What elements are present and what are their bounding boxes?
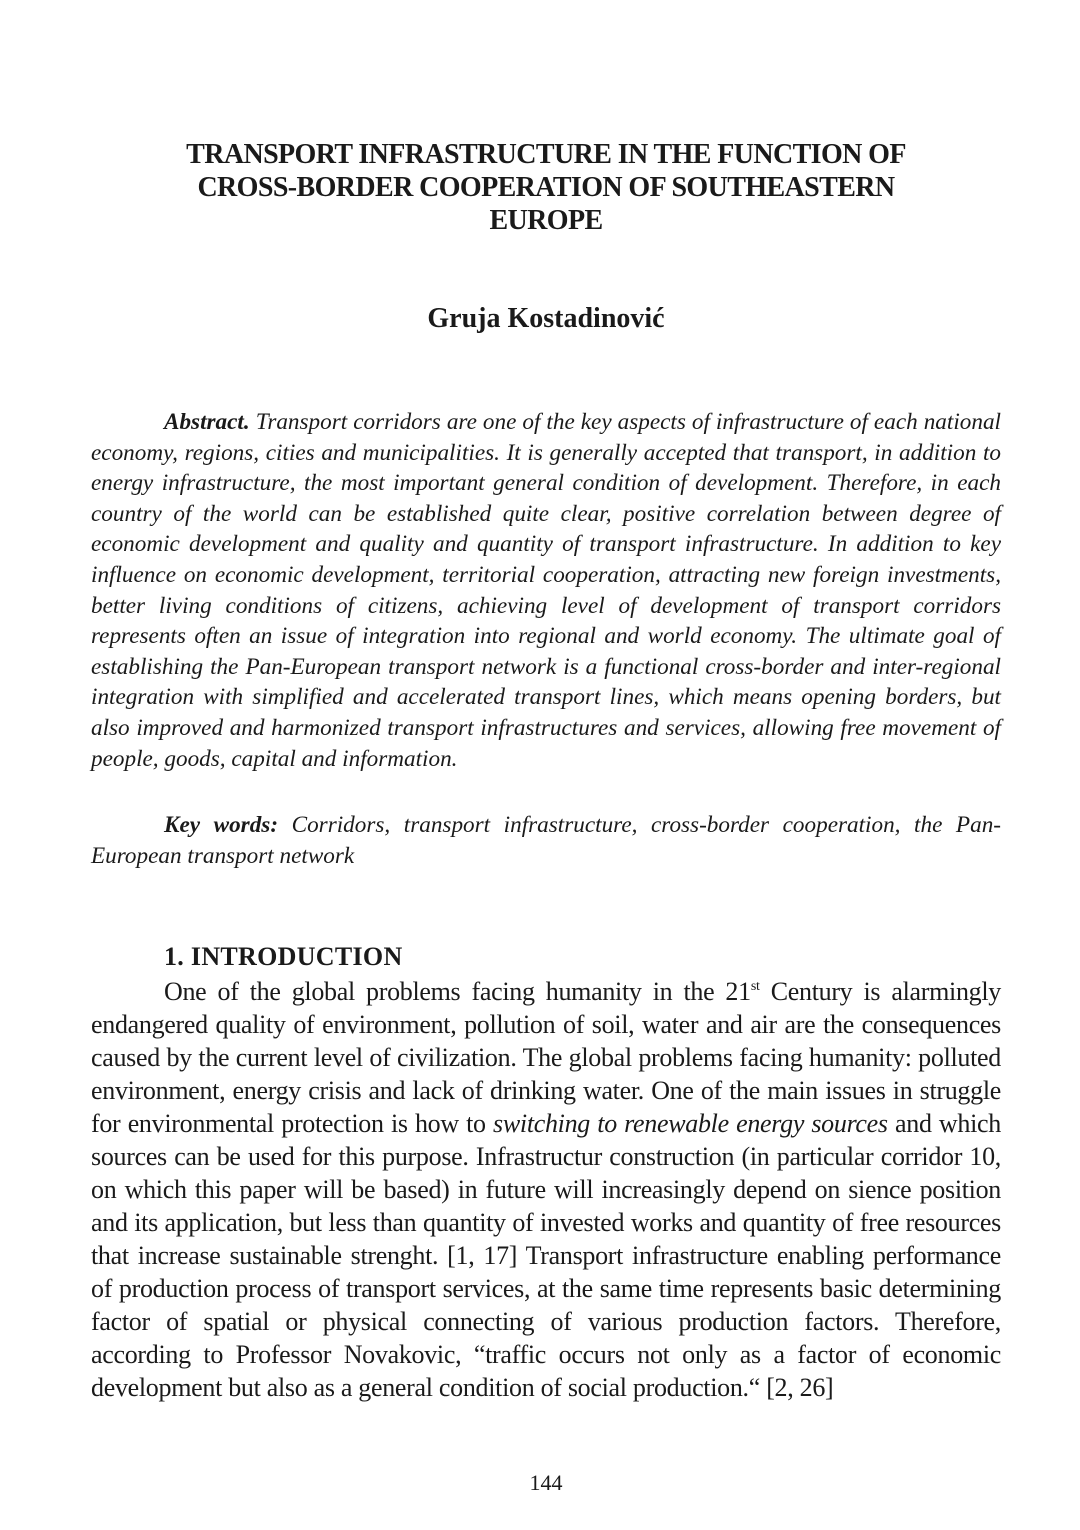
intro-text-part-1: One of the global problems facing humanity in the 21 xyxy=(164,977,751,1006)
title-line-3: EUROPE xyxy=(489,205,603,236)
page-number: 144 xyxy=(529,1470,563,1495)
keywords xyxy=(91,810,1001,871)
abstract-label: Abstract. xyxy=(164,409,250,435)
abstract xyxy=(91,407,1001,774)
author-name: Gruja Kostadinović xyxy=(427,303,665,334)
intro-emphasis: switching to renewable energy sources xyxy=(493,1109,888,1138)
section-heading-introduction: 1. INTRODUCTION xyxy=(164,942,403,971)
ordinal-superscript: st xyxy=(750,979,760,994)
title-line-2: CROSS-BORDER COOPERATION OF SOUTHEASTERN xyxy=(197,172,895,203)
paper-page xyxy=(91,0,1001,1530)
keywords-label: Key words: xyxy=(164,812,279,838)
intro-text-part-3: and which sources can be used for this purpose. Infrastructur construction (in particular corridor 10, on which this paper will be based) in future will increasingly depend on sience position and its application, but less than quantity of invested works and quantity of free resources that increase sustainable strenght. [1, 17] Transport infrastructure enabling performance of production process of transport services, at the same time represents basic determining factor of spatial or physical connecting of various production factors. Therefore, according to Professor Novakovic, “traffic occurs not only as a factor of economic development but also as a general condition of social production.“ [2, 26] xyxy=(91,1109,1001,1402)
abstract-text: Transport corridors are one of the key aspects of infrastructure of each national economy, regions, cities and municipalities. It is generally accepted that transport, in addition to energy infrastructure, the most important general condition of development. Therefore, in each country of the world can be established quite clear, positive correlation between degree of economic development and quality and quantity of transport infrastructure. In addition to key influence on economic development, territorial cooperation, attracting new foreign investments, better living conditions of citizens, achieving level of development of transport corridors represents often an issue of integration into regional and world economy. The ultimate goal of establishing the Pan-European transport network is a functional cross-border and inter-regional integration with simplified and accelerated transport lines, which means opening borders, but also improved and harmonized transport infrastructures and services, allowing free movement of people, goods, capital and information. xyxy=(91,409,1002,772)
introduction-paragraph xyxy=(91,975,1001,1404)
title-line-1: TRANSPORT INFRASTRUCTURE IN THE FUNCTION OF xyxy=(186,139,906,170)
intro-text-part-2: Century is alarmingly endangered quality of environment, pollution of soil, water and air are the consequences caused by the current level of civilization. The global problems facing humanity: polluted environment, energy crisis and lack of drinking water. One of the main issues in struggle for environmental protection is how to xyxy=(91,977,1001,1138)
keywords-text: Corridors, transport infrastructure, cross-border cooperation, the Pan-European transport network xyxy=(91,812,1002,869)
paper-title xyxy=(91,138,1001,237)
